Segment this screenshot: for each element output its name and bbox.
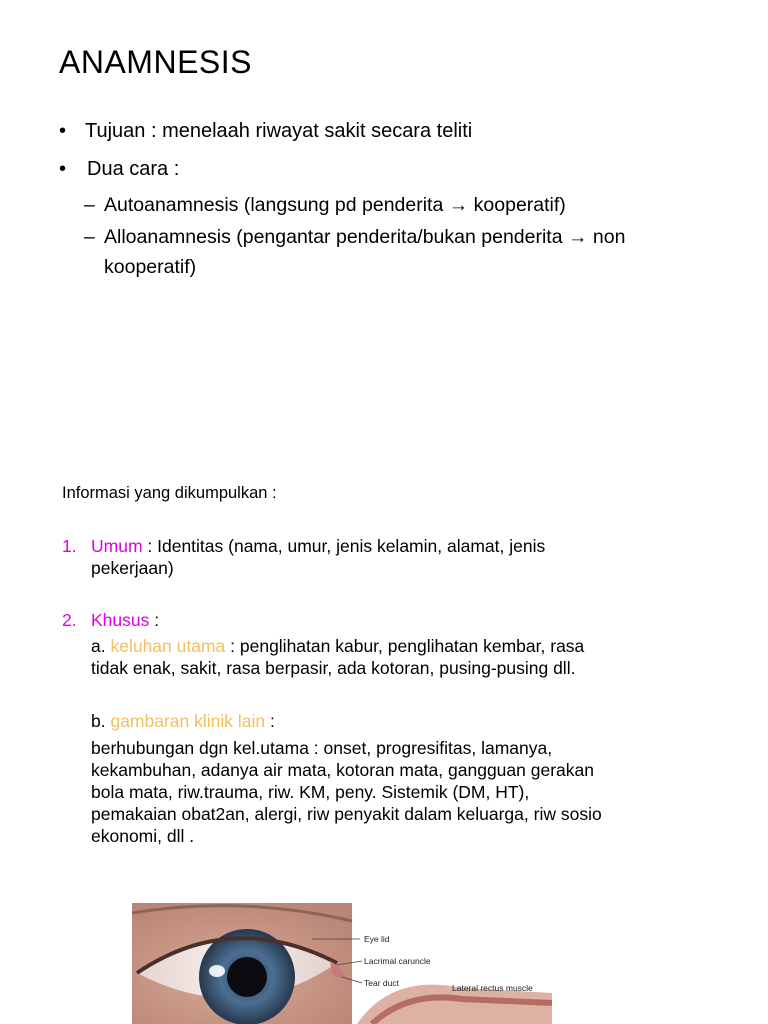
bullet-dot: • bbox=[59, 158, 67, 180]
sub-item-autoanamnesis: – Autoanamnesis (langsung pd penderita → kooperatif) bbox=[84, 194, 566, 216]
gambaran-klinik-label: gambaran klinik lain bbox=[110, 711, 266, 731]
khusus-label: Khusus bbox=[91, 610, 150, 630]
bullet-tujuan: • Tujuan : menelaah riwayat sakit secara teliti bbox=[59, 120, 473, 142]
keluhan-utama-label: keluhan utama bbox=[110, 636, 226, 656]
arrow-icon: → bbox=[568, 226, 588, 248]
pupil bbox=[227, 957, 267, 997]
label-tear-duct: Tear duct bbox=[364, 978, 399, 988]
label-eye-lid: Eye lid bbox=[364, 934, 390, 944]
arrow-icon: → bbox=[448, 194, 469, 216]
info-heading: Informasi yang dikumpulkan : bbox=[62, 484, 277, 502]
eye-anatomy-diagram bbox=[132, 903, 552, 1024]
khusus-b-detail: berhubungan dgn kel.utama : onset, progresifitas, lamanya, kekambuhan, adanya air mata, kotoran mata, gangguan gerakan bola mata, riw.trauma, riw. KM, peny. Sistemik (DM, HT), pemakaian obat2an, alergi, riw penyakit dalam keluarga, riw sosio ekonomi, dll . bbox=[91, 738, 602, 846]
item-khusus: 2. Khusus : a. keluhan utama : penglihatan kabur, penglihatan kembar, rasa tidak enak, sakit, rasa berpasir, ada kotoran, pusing-pusing dll. b. gambaran klinik lain : berhubungan dgn kel.utama : onset, progresifitas, lamanya, kekambuhan, adanya air mata, kotoran mata, gangguan gerakan bola mata, riw.trauma, riw. KM, peny. Sistemik (DM, HT), pemakaian obat2an, alergi, riw penyakit dalam keluarga, riw sosio ekonomi, dll . bbox=[0, 609, 768, 849]
bullet-dot: • bbox=[59, 120, 67, 142]
label-lateral-rectus: Lateral rectus muscle bbox=[452, 983, 533, 993]
label-lacrimal-caruncle: Lacrimal caruncle bbox=[364, 956, 431, 966]
eye-illustration bbox=[132, 903, 552, 1024]
bullet-dua-cara: • Dua cara : bbox=[59, 158, 180, 180]
sub-item-alloanamnesis: – Alloanamnesis (pengantar penderita/bukan penderita → non kooperatif) bbox=[84, 226, 626, 278]
page-title: ANAMNESIS bbox=[59, 44, 252, 80]
item-umum: 1. Umum : Identitas (nama, umur, jenis kelamin, alamat, jenis pekerjaan) bbox=[62, 536, 546, 578]
khusus-a: a. keluhan utama : penglihatan kabur, penglihatan kembar, rasa tidak enak, sakit, rasa berpasir, ada kotoran, pusing-pusing dll. bbox=[91, 636, 585, 678]
khusus-b: b. gambaran klinik lain : bbox=[91, 711, 275, 731]
umum-label: Umum bbox=[91, 536, 143, 556]
